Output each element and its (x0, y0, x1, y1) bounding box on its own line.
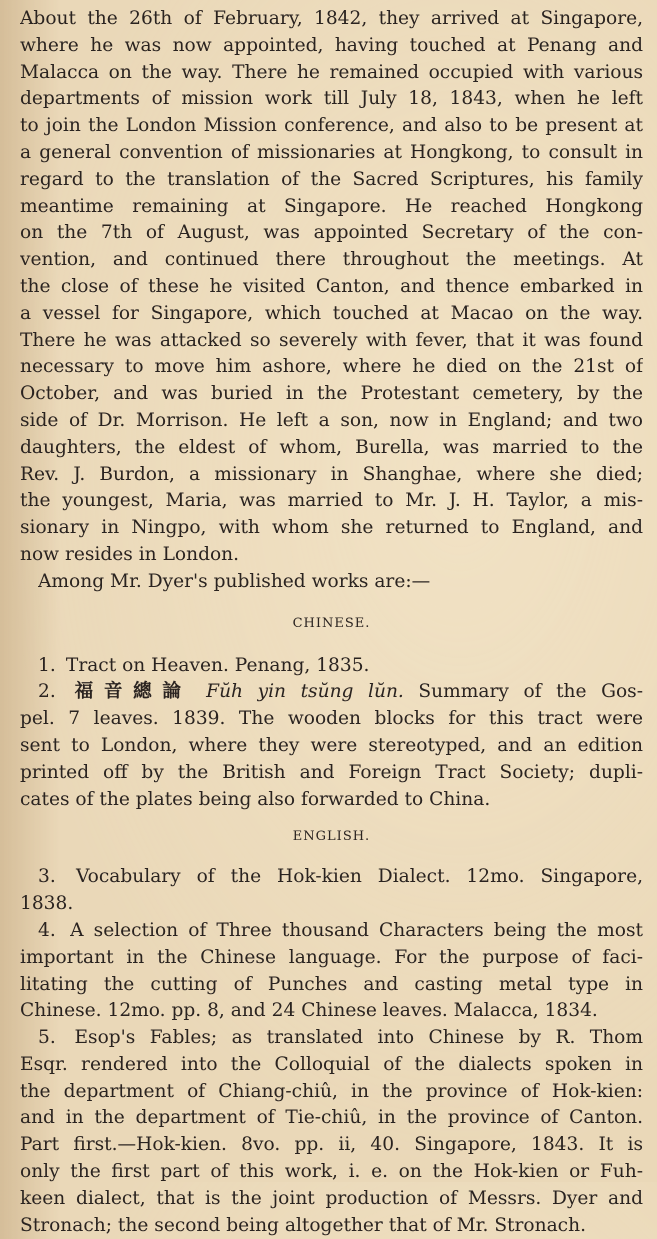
text-line: on the 7th of August, was appointed Secretary of the con- (20, 222, 643, 244)
text-line: sionary in Ningpo, with whom she returned to England, and (20, 517, 643, 539)
item-number: 1. (38, 654, 56, 676)
text-line: where he was now appointed, having touched at Penang and (20, 34, 643, 56)
text-line: and in the department of Tie-chiû, in the province of Canton. (20, 1107, 643, 1129)
work-item-3 (20, 864, 643, 918)
item-text: Tract on Heaven. Penang, 1835. (65, 654, 370, 676)
text-line: There he was attacked so severely with fever, that it was found (20, 329, 643, 351)
text-line: sent to London, where they were stereotyped, and an edition (20, 734, 643, 756)
text-line: cates of the plates being also forwarded to China. (20, 788, 491, 810)
paragraph-biography (20, 6, 643, 569)
item-text: Esop's Fables; as translated into Chinese by R. Thom (74, 1027, 643, 1049)
text-line (20, 653, 643, 680)
text-line: pel. 7 leaves. 1839. The wooden blocks for this tract were (20, 708, 643, 730)
text-line (20, 864, 643, 891)
text-line: vention, and continued there throughout the meetings. At (20, 249, 643, 271)
text-line: the youngest, Maria, was married to Mr. J. H. Taylor, a mis- (20, 490, 643, 512)
item-text: Vocabulary of the Hok-kien Dialect. 12mo. Singapore, (75, 866, 643, 888)
item-number: 3. (38, 866, 56, 888)
text-line: Rev. J. Burdon, a missionary in Shanghae, where she died; (20, 463, 643, 485)
text-line: Chinese. 12mo. pp. 8, and 24 Chinese leaves. Malacca, 1834. (20, 1000, 598, 1022)
text-line: October, and was buried in the Protestant cemetery, by the (20, 383, 643, 405)
work-item-1 (20, 653, 643, 680)
text-line: the department of Chiang-chiû, in the province of Hok-kien: (20, 1080, 643, 1102)
text-line (20, 679, 643, 706)
text-line: Stronach; the second being altogether that of Mr. Stronach. (20, 1214, 586, 1236)
item-number: 4. (38, 919, 56, 941)
paragraph-works-intro (20, 569, 643, 596)
text-line: keen dialect, that is the joint production of Messrs. Dyer and (20, 1187, 643, 1209)
text-line: side of Dr. Morrison. He left a son, now in England; and two (20, 409, 643, 431)
work-item-5 (20, 1025, 643, 1239)
section-heading-chinese: CHINESE. (292, 615, 371, 631)
romanized-title: Fŭh yin tsŭng lŭn. (206, 681, 404, 703)
text-line: necessary to move him ashore, where he died on the 21st of (20, 356, 643, 378)
text-line: regard to the translation of the Sacred Scriptures, his family (20, 168, 643, 190)
item-number: 5. (38, 1027, 56, 1049)
item-text: Summary of the Gos- (418, 681, 643, 703)
text-line: only the first part of this work, i. e. on the Hok-kien or Fuh- (20, 1161, 643, 1183)
text-line: to join the London Mission conference, and also to be present at (20, 115, 643, 137)
text-line: meantime remaining at Singapore. He reached Hongkong (20, 195, 643, 217)
chinese-title: 福音總論 (74, 681, 192, 703)
text-line: About the 26th of February, 1842, they arrived at Singapore, (20, 8, 643, 29)
text-line: Esqr. rendered into the Colloquial of the dialects spoken in (20, 1053, 643, 1075)
item-text: A selection of Three thousand Characters being the most (70, 919, 643, 941)
text-line (20, 1025, 643, 1052)
text-line: Part first.—Hok-kien. 8vo. pp. ii, 40. Singapore, 1843. It is (20, 1134, 643, 1156)
text-line: daughters, the eldest of whom, Burella, was married to the (20, 436, 643, 458)
text-line: the close of these he visited Canton, and thence embarked in (20, 275, 643, 297)
text-line: now resides in London. (20, 543, 240, 565)
text-line: 1838. (20, 893, 74, 915)
text-line (20, 918, 643, 945)
text-line: important in the Chinese language. For the purpose of faci- (20, 946, 643, 968)
text-line: printed off by the British and Foreign Tract Society; dupli- (20, 761, 643, 783)
text-line: a vessel for Singapore, which touched at Macao on the way. (20, 302, 643, 324)
work-item-2 (20, 679, 643, 813)
text-line: departments of mission work till July 18, 1843, when he left (20, 88, 643, 110)
section-heading-english: ENGLISH. (292, 829, 371, 845)
work-item-4 (20, 918, 643, 1025)
text-line: Among Mr. Dyer's published works are:— (38, 570, 431, 592)
text-line: Malacca on the way. There he remained occupied with various (20, 61, 643, 83)
item-number: 2. (38, 681, 56, 703)
text-line: a general convention of missionaries at Hongkong, to consult in (20, 141, 643, 163)
text-line: litating the cutting of Punches and casting metal type in (20, 973, 643, 995)
